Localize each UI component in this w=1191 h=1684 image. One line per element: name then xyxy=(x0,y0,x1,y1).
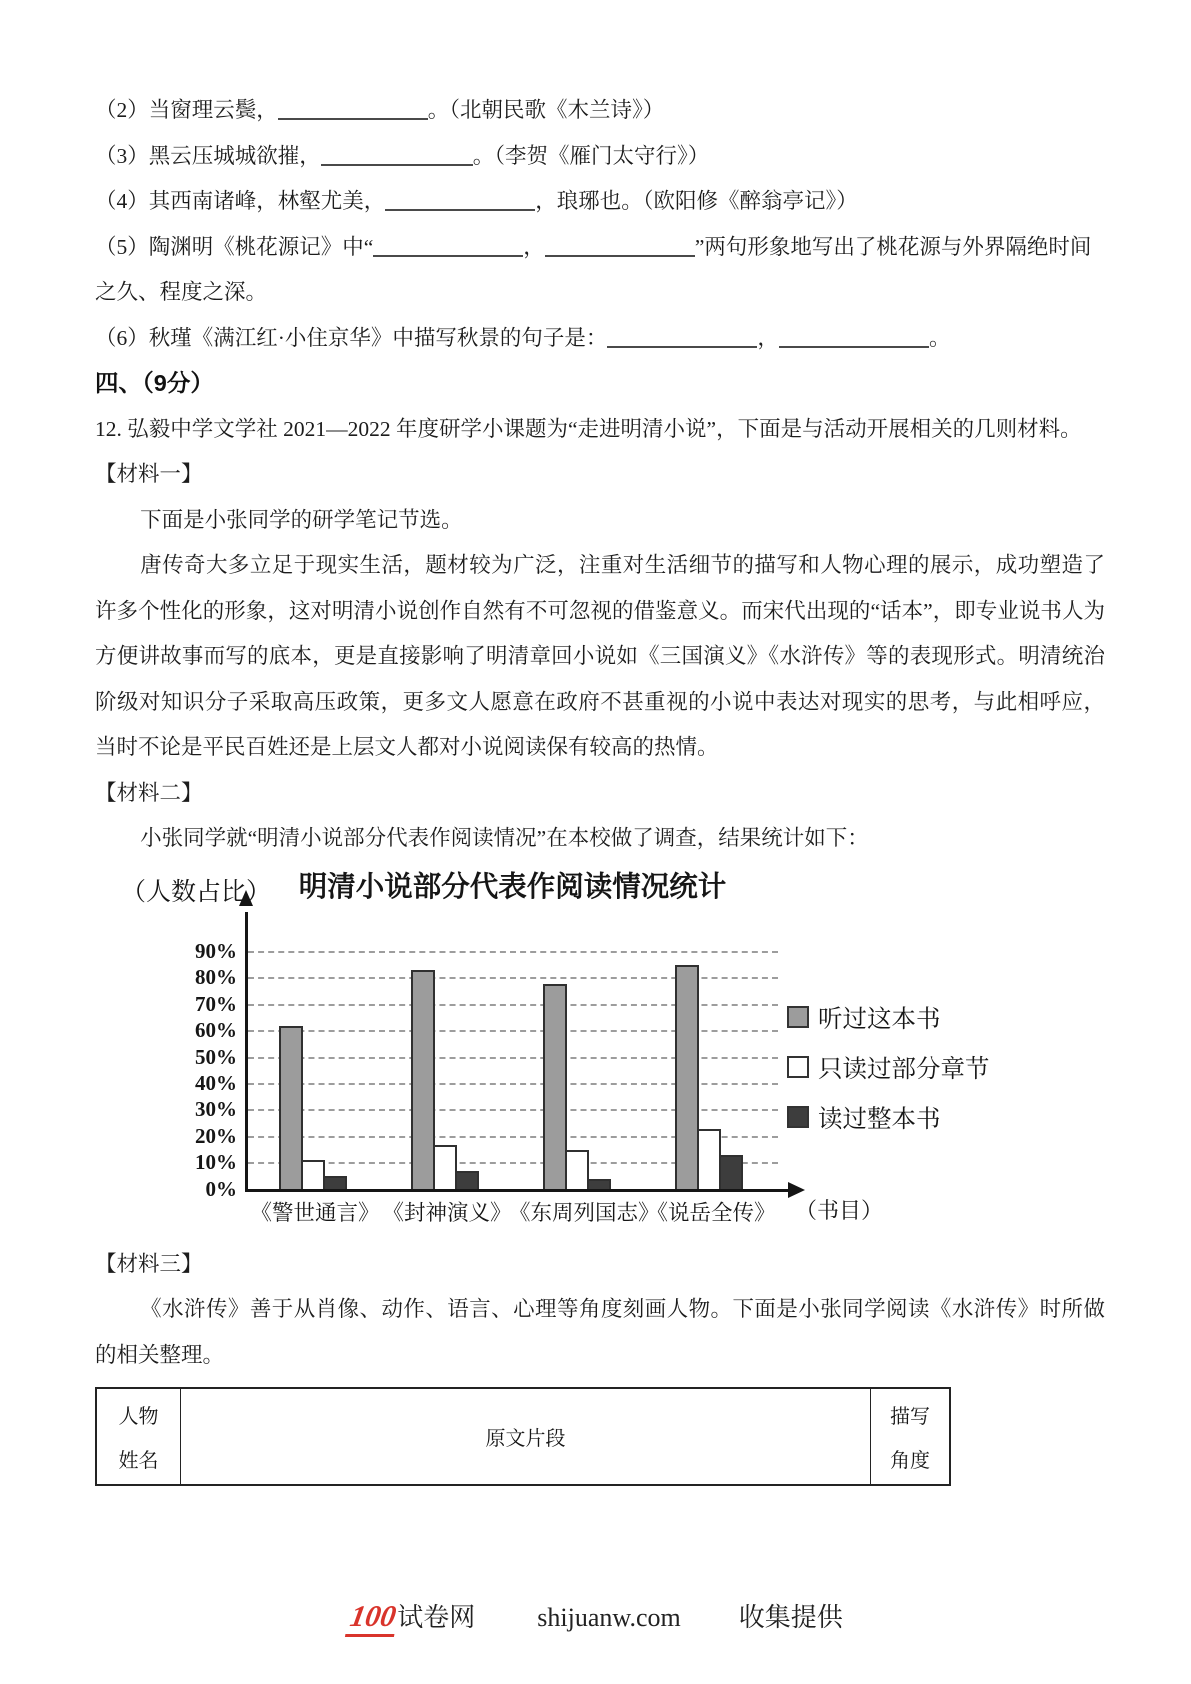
y-axis-tick-label: 80% xyxy=(195,965,237,990)
bar-听过这本书 xyxy=(543,984,567,1190)
y-axis-tick-label: 70% xyxy=(195,991,237,1016)
answer-blank xyxy=(278,104,428,120)
y-axis-tick-label: 30% xyxy=(195,1097,237,1122)
y-axis-tick-label: 60% xyxy=(195,1018,237,1043)
table-header-cell xyxy=(97,1389,181,1484)
y-axis-tick-label: 50% xyxy=(195,1044,237,1069)
bar-只读过部分章节 xyxy=(565,1150,589,1190)
line-text: ，琅琊也。（欧阳修《醉翁亭记》） xyxy=(535,189,858,213)
fill-blank-line xyxy=(95,134,1105,180)
legend-swatch xyxy=(787,1006,809,1028)
table-header-text: 角度 xyxy=(890,1450,930,1472)
fill-blank-line xyxy=(95,179,1105,225)
material3-body: 《水浒传》善于从肖像、动作、语言、心理等角度刻画人物。下面是小张同学阅读《水浒传》时所做的相关整理。 xyxy=(95,1297,1105,1367)
x-axis-category-label: 《东周列国志》 xyxy=(509,1200,660,1225)
legend-item xyxy=(787,1050,990,1085)
legend-label: 听过这本书 xyxy=(818,1005,941,1033)
legend-item xyxy=(787,1100,941,1135)
answer-blank xyxy=(545,241,695,257)
question-12: 12. 弘毅中学文学社 2021—2022 年度研学小课题为“走进明清小说”，下面是与活动开展相关的几则材料。 xyxy=(95,416,1082,441)
x-axis-category-label: 《说岳全传》 xyxy=(646,1200,776,1225)
bar-读过整本书 xyxy=(455,1171,479,1189)
x-axis-category-label: 《警世通言》 xyxy=(250,1200,380,1225)
answer-blank xyxy=(373,241,523,257)
footer-domain: shijuanw.com xyxy=(537,1603,681,1632)
reading-stats-bar-chart xyxy=(95,864,1105,1242)
line-text: ， xyxy=(523,234,545,259)
gridline xyxy=(248,951,778,953)
section-four-heading: 四、（9分） xyxy=(95,370,214,396)
answer-blank xyxy=(607,332,757,348)
y-axis-tick-label: 10% xyxy=(195,1150,237,1175)
material1-label: 【材料一】 xyxy=(95,462,203,486)
footer-note: 收集提供 xyxy=(738,1603,843,1632)
bar-读过整本书 xyxy=(719,1155,743,1189)
chart-title: 明清小说部分代表作阅读情况统计 xyxy=(298,870,727,903)
line-text: （4）其西南诸峰，林壑尤美， xyxy=(95,189,386,213)
answer-blank xyxy=(321,150,473,166)
legend-item xyxy=(787,1000,941,1035)
y-axis-tick-label: 20% xyxy=(195,1123,237,1148)
y-axis xyxy=(245,912,248,1190)
shuihu-analysis-table xyxy=(95,1387,951,1486)
table-header-text: 原文片段 xyxy=(485,1428,566,1450)
table-header-cell xyxy=(871,1389,949,1484)
fill-blank-line xyxy=(95,88,1105,134)
line-text: （6）秋瑾《满江红·小住京华》中描写秋景的句子是： xyxy=(95,325,608,350)
bar-听过这本书 xyxy=(675,965,699,1189)
table-header-text: 姓名 xyxy=(118,1450,159,1472)
bar-只读过部分章节 xyxy=(301,1160,325,1189)
bar-group xyxy=(543,984,609,1190)
legend-label: 只读过部分章节 xyxy=(818,1055,990,1083)
x-axis-category-label: 《封神演义》 xyxy=(382,1200,512,1225)
bar-group xyxy=(675,965,741,1189)
line-text: 。 xyxy=(928,325,951,350)
bar-只读过部分章节 xyxy=(697,1129,721,1190)
chart-x-axis-label: （书目） xyxy=(795,1197,884,1223)
y-axis-tick-label: 90% xyxy=(195,938,237,963)
line-text: 。（李贺《雁门太守行》） xyxy=(472,143,710,168)
y-axis-tick-label: 0% xyxy=(205,1176,237,1201)
material1-body: 唐传奇大多立足于现实生活，题材较为广泛，注重对生活细节的描写和人物心理的展示，成功塑造了许多个性化的形象，这对明清小说创作自然有不可忽视的借鉴意义。而宋代出现的“话本”，即专业说书人为方便讲故事而写的底本，更是直接影响了明清章回小说如《三国演义》《水浒传》等的表现形式。明清统治阶级对知识分子采取高压政策，更多文人愿意在政府不甚重视的小说中表达对现实的思考，与此相呼应，当时不论是平民百姓还是上层文人都对小说阅读保有较高的热情。 xyxy=(95,553,1105,759)
legend-label: 读过整本书 xyxy=(818,1105,941,1133)
bar-只读过部分章节 xyxy=(433,1145,457,1190)
material2-intro: 小张同学就“明清小说部分代表作阅读情况”在本校做了调查，结果统计如下： xyxy=(140,826,869,850)
line-text: （3）黑云压城城欲摧， xyxy=(95,143,321,168)
bar-group xyxy=(411,970,477,1189)
chart-plot-area xyxy=(195,922,790,1201)
table-header-text: 描写 xyxy=(890,1406,930,1428)
fill-blank-line xyxy=(95,316,1105,362)
material1-intro: 下面是小张同学的研学笔记节选。 xyxy=(140,507,463,532)
line-text: （2）当窗理云鬓， xyxy=(95,98,278,122)
answer-blank xyxy=(779,332,929,348)
fill-in-blank-section xyxy=(95,88,1105,361)
x-axis xyxy=(245,1189,790,1192)
footer-site-name: 试卷网 xyxy=(397,1603,476,1632)
bar-听过这本书 xyxy=(411,970,435,1189)
line-text: ”两句形象地写出了桃花源与外界隔绝时间之久、程度之深。 xyxy=(95,234,1092,304)
page-footer xyxy=(0,1597,1191,1637)
answer-blank xyxy=(385,195,535,211)
material3-label: 【材料三】 xyxy=(95,1251,203,1276)
y-axis-arrow xyxy=(239,890,253,906)
table-header-text: 人物 xyxy=(118,1406,159,1428)
material2-label: 【材料二】 xyxy=(95,780,203,805)
footer-logo-100: 100 xyxy=(345,1602,400,1637)
page-content xyxy=(95,88,1105,1486)
table-header-cell xyxy=(181,1389,871,1484)
bar-听过这本书 xyxy=(279,1026,303,1190)
bar-group xyxy=(279,1026,345,1190)
line-text: ， xyxy=(757,325,779,350)
line-text: 。（北朝民歌《木兰诗》） xyxy=(427,98,665,122)
legend-swatch xyxy=(787,1056,809,1078)
fill-blank-line xyxy=(95,225,1105,316)
chart-y-axis-label: （人数占比） xyxy=(121,878,272,906)
y-axis-tick-label: 40% xyxy=(195,1070,237,1095)
line-text: （5）陶渊明《桃花源记》中“ xyxy=(95,234,374,259)
legend-swatch xyxy=(787,1106,809,1128)
